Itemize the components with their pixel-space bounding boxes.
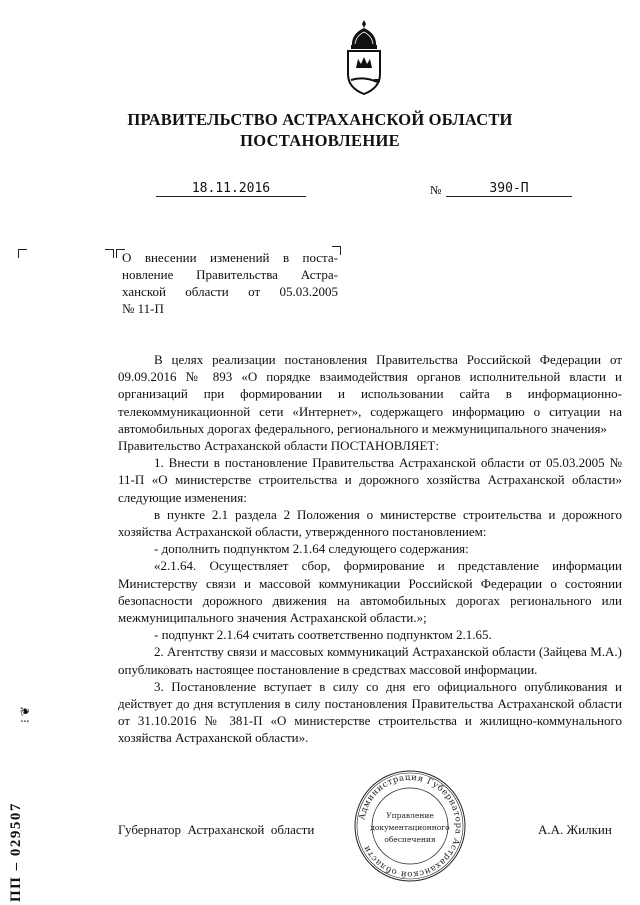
document-type-title: ПОСТАНОВЛЕНИЕ xyxy=(240,131,400,150)
stamp-line: обеспечения xyxy=(384,835,436,844)
number-sign: № xyxy=(430,183,442,197)
item-1-addition: - дополнить подпунктом 2.1.64 следующего содержания: xyxy=(154,541,469,557)
item-2-paragraph: 2. Агентству связи и массовых коммуникаций Астраханской области (Зайцева М.А.) опубликовать настоящее постановление в средствах массовой информации. xyxy=(118,644,622,677)
preamble-paragraph: В целях реализации постановления Правительства Российской Федерации от 09.09.2016 № 893 «О порядке взаимодействия органов исполнительной власти и организаций при формировании и использовании сайта в информационно-телекоммуникационной сети «Интернет», содержащего информацию о ситуации на автомобильных дорогах федерального, регионального и межмуниципального значения» xyxy=(118,352,622,436)
decree-number: 390-П xyxy=(446,182,572,197)
stamp-ring-text: Администрация Губернатора Астраханской области xyxy=(357,772,464,880)
signer-position: Губернатор Астраханской области xyxy=(118,822,315,837)
subject-line: новление Правительства Астра- xyxy=(122,267,338,282)
corner-mark xyxy=(105,249,114,258)
stamp-line: документационного xyxy=(370,823,450,832)
subject-line: № 11-П xyxy=(122,301,164,316)
subject-line: ханской области от 05.03.2005 xyxy=(122,284,338,299)
item-1-paragraph: 1. Внести в постановление Правительства Астраханской области от 05.03.2005 № 11-П «О министерстве строительства и дорожного хозяйства Астраханской области» следующие изменения: xyxy=(118,455,622,505)
government-title: ПРАВИТЕЛЬСТВО АСТРАХАНСКОЙ ОБЛАСТИ xyxy=(127,110,513,129)
form-serial-number: ПП – 029507 xyxy=(8,802,24,902)
item-1-renumber: - подпункт 2.1.64 считать соответственно подпунктом 2.1.65. xyxy=(154,627,492,643)
item-1-quote: «2.1.64. Осуществляет сбор, формирование и представление информации Министерству связи и массовой коммуникации Российской Федерации о состоянии безопасности дорожного движения на автомобильных дорогах регионального или межмуниципального значения Астраханской области.»; xyxy=(118,558,622,626)
subject-line: О внесении изменений в поста- xyxy=(122,250,338,265)
item-3-paragraph: 3. Постановление вступает в силу со дня его официального опубликования и действует до дня вступления в силу постановления Правительства Астраханской области от 31.10.2016 № 381-П «О министерстве строительства и жилищно-коммунального хозяйства Астраханской области». xyxy=(118,678,622,746)
resolution-paragraph: Правительство Астраханской области ПОСТАНОВЛЯЕТ: xyxy=(118,438,439,454)
corner-mark xyxy=(18,249,27,258)
official-stamp xyxy=(352,768,468,884)
signer-name: А.А. Жилкин xyxy=(538,822,612,837)
decree-body xyxy=(118,351,622,747)
decree-date: 18.11.2016 xyxy=(156,182,306,197)
item-1-subparagraph: в пункте 2.1 раздела 2 Положения о министерстве строительства и дорожного хозяйства Астраханской области, утвержденного постановлением: xyxy=(118,506,622,540)
stamp-line: Управление xyxy=(386,811,434,820)
coat-of-arms-icon xyxy=(343,18,385,96)
margin-marks: ⁝ ❦ xyxy=(17,706,32,723)
decree-subject xyxy=(122,249,338,317)
